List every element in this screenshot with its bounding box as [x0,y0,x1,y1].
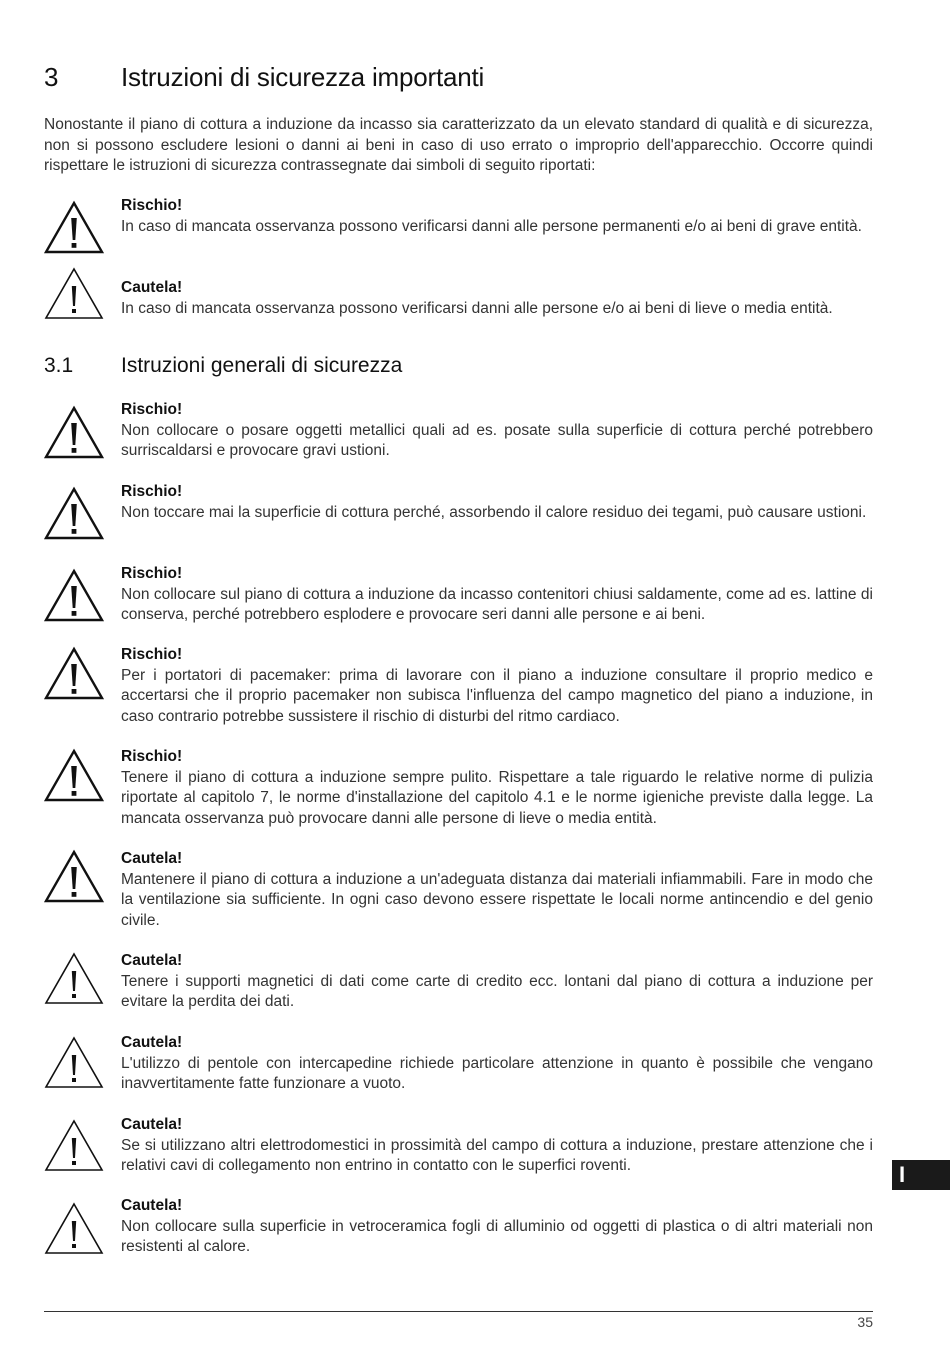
warning-triangle-icon [44,266,104,320]
warning-triangle-icon [44,1201,104,1255]
notice-text: Non collocare sulla superficie in vetroceramica fogli di alluminio od oggetti di plastica o di altri materiali non resistenti al calore. [121,1217,873,1255]
notice-text: In caso di mancata osservanza possono verificarsi danni alle persone e/o ai beni di lieve o media entità. [121,299,833,317]
symbol-explanation-risk [44,196,873,258]
intro-paragraph: Nonostante il piano di cottura a induzione da incasso sia caratterizzato da un elevato standard di qualità e di sicurezza, non si possono escludere lesioni o danni ai beni in caso di uso errato o improprio dell'apparecchio. Occorre quindi rispettare le istruzioni di sicurezza contrassegnate dai simboli di seguito riportati: [44,116,873,174]
notice-text: Non collocare sul piano di cottura a induzione da incasso contenitori chiusi saldamente, come ad es. lattine di conserva, perché potrebbero esplodere e provocare seri danni alle persone e ai beni. [121,585,873,623]
section-heading [44,354,402,378]
warning-triangle-icon [44,1118,104,1172]
notice-label: Rischio! [121,646,183,663]
notice-text: Mantenere il piano di cottura a induzione a un'adeguata distanza dai materiali infiammabili. Fare in modo che la ventilazione sia sufficiente. In ogni caso devono essere rispettate le locali norme antincendio e del genio civile. [121,870,873,929]
notice-text: Non collocare o posare oggetti metallici quali ad es. posate sulla superficie di cottura perché potrebbero surriscaldarsi e provocare gravi ustioni. [121,421,873,459]
notice-label: Rischio! [121,197,183,214]
notice-text: Tenere il piano di cottura a induzione sempre pulito. Rispettare a tale riguardo le relative norme di pulizia riportate al capitolo 7, le norme d'installazione del capitolo 4.1 e le norme igieniche previste dalla legge. La mancata osservanza può provocare danni alle persone di lieve o media entità. [121,768,873,827]
footer-divider [44,1311,873,1312]
notice-label: Rischio! [121,483,183,500]
notice-label: Cautela! [121,1116,183,1133]
page-number: 35 [857,1314,873,1330]
notice-label: Cautela! [121,279,183,296]
notice-text: In caso di mancata osservanza possono verificarsi danni alle persone permanenti e/o ai beni di grave entità. [121,217,862,235]
warning-triangle-icon [44,646,104,700]
section-title: Istruzioni generali di sicurezza [121,354,403,377]
warning-triangle-icon [44,568,104,622]
notice-text: Non toccare mai la superficie di cottura perché, assorbendo il calore residuo dei tegami, può causare ustioni. [121,503,867,521]
chapter-heading [44,62,484,93]
chapter-number: 3 [44,62,59,92]
notice-label: Cautela! [121,952,183,969]
warning-triangle-icon [44,748,104,802]
warning-triangle-icon [44,405,104,459]
warning-triangle-icon [44,1035,104,1089]
notice-text: L'utilizzo di pentole con intercapedine richiede particolare attenzione in quanto è possibile che vengano inavvertitamente fatte funzionare a vuoto. [121,1054,873,1092]
language-tab: I [892,1160,950,1190]
warning-triangle-icon [44,200,104,254]
section-number: 3.1 [44,354,74,377]
symbol-explanation-caution [44,278,873,320]
notice-text: Per i portatori di pacemaker: prima di lavorare con il piano a induzione consultare il proprio medico e accertarsi che il proprio pacemaker non subisca l'influenza del campo magnetico del piano a induzione, in caso contrario potrebbe sussistere il rischio di disturbi del ritmo cardiaco. [121,666,873,725]
notice-label: Cautela! [121,850,183,867]
notice-label: Rischio! [121,748,183,765]
notice-text: Se si utilizzano altri elettrodomestici in prossimità del campo di cottura a induzione, prestare attenzione che i relativi cavi di collegamento non entrino in contatto con le superfici roventi. [121,1136,873,1174]
chapter-title: Istruzioni di sicurezza importanti [121,62,485,92]
notice-label: Rischio! [121,401,183,418]
warning-triangle-icon [44,951,104,1005]
warning-triangle-icon [44,486,104,540]
notice-label: Cautela! [121,1197,183,1214]
notice-label: Cautela! [121,1034,183,1051]
notice-text: Tenere i supporti magnetici di dati come carte di credito ecc. lontani dal piano di cottura a induzione per evitare la perdita dei dati. [121,972,873,1010]
warning-triangle-icon [44,849,104,903]
notice-label: Rischio! [121,565,183,582]
